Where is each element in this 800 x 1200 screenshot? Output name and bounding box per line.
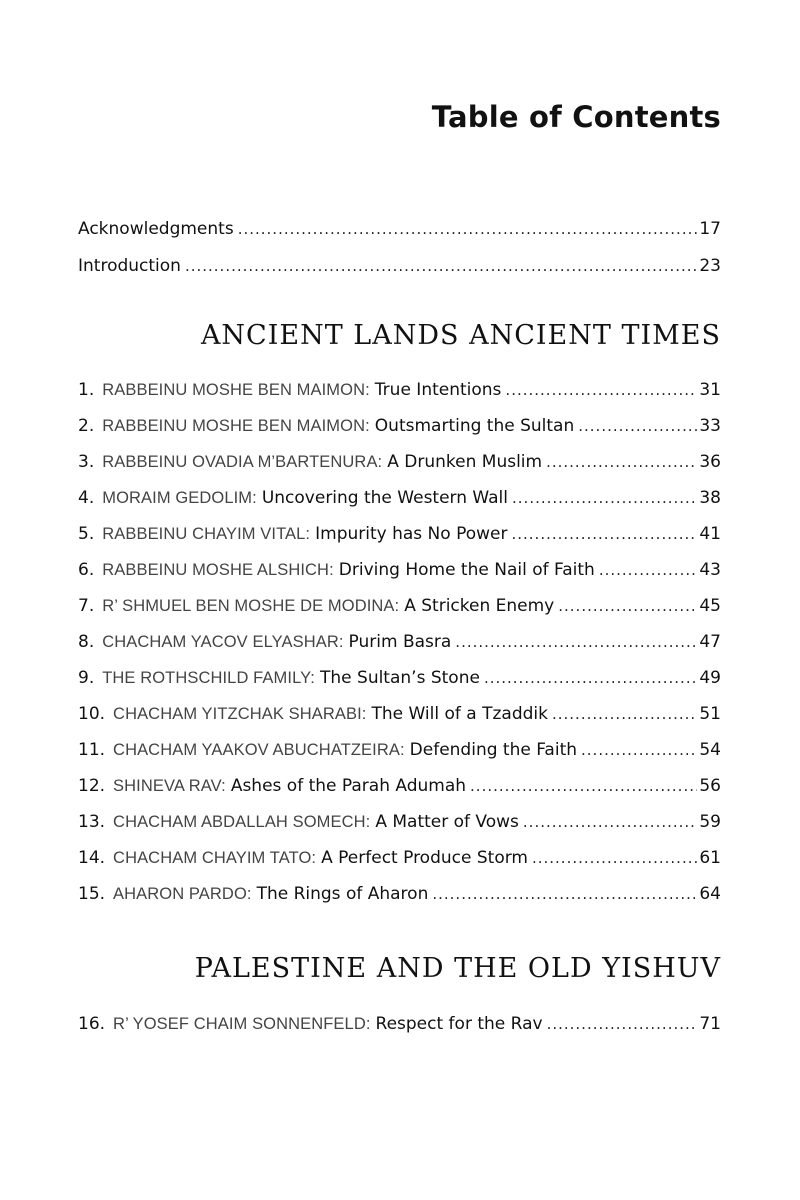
chapter-list <box>78 372 721 912</box>
toc-page <box>78 0 721 1200</box>
chapter-number: 14. <box>78 848 106 868</box>
chapter-rabbi: AHARON PARDO: <box>113 885 252 903</box>
chapter-rabbi: THE ROTHSCHILD FAMILY: <box>102 669 315 687</box>
chapter-rabbi: R’ SHMUEL BEN MOSHE DE MODINA: <box>102 597 400 615</box>
toc-chapter-entry[interactable] <box>78 804 721 840</box>
page-number: 41 <box>699 524 721 544</box>
chapter-rabbi: RABBEINU OVADIA M’BARTENURA: <box>102 453 383 471</box>
chapter-title: A Matter of Vows <box>375 812 519 832</box>
page-number: 59 <box>699 812 721 832</box>
chapter-title: True Intentions <box>374 380 502 400</box>
chapter-rabbi: MORAIM GEDOLIM: <box>102 489 257 507</box>
toc-chapter-entry[interactable] <box>78 372 721 408</box>
chapter-title: Purim Basra <box>348 632 452 652</box>
page-number: 17 <box>699 219 721 239</box>
dot-leader <box>552 696 697 732</box>
dot-leader <box>523 804 697 840</box>
chapter-number: 13. <box>78 812 106 832</box>
entry-title: Introduction <box>78 256 181 276</box>
chapter-title: Ashes of the Parah Adumah <box>230 776 467 796</box>
dot-leader <box>558 588 697 624</box>
chapter-number: 9. <box>78 668 95 688</box>
toc-chapter-entry[interactable] <box>78 1006 721 1042</box>
page-number: 61 <box>699 848 721 868</box>
dot-leader <box>238 211 698 248</box>
chapter-rabbi: CHACHAM YAAKOV ABUCHATZEIRA: <box>113 741 405 759</box>
page-number: 36 <box>699 452 721 472</box>
entry-title: Acknowledgments <box>78 219 234 239</box>
dot-leader <box>532 840 697 876</box>
chapter-title: The Will of a Tzaddik <box>371 704 548 724</box>
toc-chapter-entry[interactable] <box>78 876 721 912</box>
chapter-title: Impurity has No Power <box>315 524 508 544</box>
dot-leader <box>505 372 697 408</box>
dot-leader <box>546 444 697 480</box>
chapter-title: A Perfect Produce Storm <box>321 848 528 868</box>
chapter-number: 8. <box>78 632 95 652</box>
chapter-rabbi: R’ YOSEF CHAIM SONNENFELD: <box>113 1015 371 1033</box>
page-number: 23 <box>699 256 721 276</box>
dot-leader <box>578 408 697 444</box>
toc-chapter-entry[interactable] <box>78 732 721 768</box>
dot-leader <box>547 1006 698 1042</box>
chapter-title: Defending the Faith <box>409 740 578 760</box>
chapter-title: The Sultan’s Stone <box>320 668 480 688</box>
toc-chapter-entry[interactable] <box>78 660 721 696</box>
dot-leader <box>185 248 697 285</box>
dot-leader <box>581 732 697 768</box>
toc-chapter-entry[interactable] <box>78 552 721 588</box>
chapter-title: A Stricken Enemy <box>404 596 555 616</box>
dot-leader <box>484 660 697 696</box>
chapter-title: Driving Home the Nail of Faith <box>338 560 595 580</box>
chapter-number: 16. <box>78 1014 106 1034</box>
dot-leader <box>599 552 698 588</box>
front-matter-list <box>78 211 721 285</box>
page-number: 56 <box>699 776 721 796</box>
chapter-number: 6. <box>78 560 95 580</box>
page-number: 54 <box>699 740 721 760</box>
chapter-number: 11. <box>78 740 106 760</box>
dot-leader <box>512 480 697 516</box>
section-heading: ANCIENT LANDS ANCIENT TIMES <box>200 320 721 351</box>
toc-chapter-entry[interactable] <box>78 696 721 732</box>
chapter-number: 1. <box>78 380 95 400</box>
chapter-rabbi: CHACHAM ABDALLAH SOMECH: <box>113 813 371 831</box>
chapter-rabbi: CHACHAM CHAYIM TATO: <box>113 849 317 867</box>
toc-chapter-entry[interactable] <box>78 624 721 660</box>
page-number: 45 <box>699 596 721 616</box>
chapter-number: 3. <box>78 452 95 472</box>
toc-chapter-entry[interactable] <box>78 444 721 480</box>
dot-leader <box>511 516 697 552</box>
chapter-rabbi: RABBEINU MOSHE BEN MAIMON: <box>102 381 370 399</box>
chapter-rabbi: RABBEINU CHAYIM VITAL: <box>102 525 311 543</box>
toc-chapter-entry[interactable] <box>78 516 721 552</box>
page-number: 47 <box>699 632 721 652</box>
page-number: 38 <box>699 488 721 508</box>
toc-chapter-entry[interactable] <box>78 840 721 876</box>
toc-chapter-entry[interactable] <box>78 768 721 804</box>
chapter-title: The Rings of Aharon <box>256 884 429 904</box>
dot-leader <box>470 768 697 804</box>
chapter-title: Outsmarting the Sultan <box>374 416 575 436</box>
chapter-rabbi: SHINEVA RAV: <box>113 777 226 795</box>
chapter-title: A Drunken Muslim <box>387 452 543 472</box>
dot-leader <box>455 624 697 660</box>
page-number: 33 <box>699 416 721 436</box>
chapter-rabbi: RABBEINU MOSHE ALSHICH: <box>102 561 334 579</box>
chapter-rabbi: CHACHAM YACOV ELYASHAR: <box>102 633 344 651</box>
chapter-number: 12. <box>78 776 106 796</box>
page-number: 51 <box>699 704 721 724</box>
toc-chapter-entry[interactable] <box>78 408 721 444</box>
page-number: 31 <box>699 380 721 400</box>
page-number: 64 <box>699 884 721 904</box>
toc-chapter-entry[interactable] <box>78 588 721 624</box>
dot-leader <box>432 876 697 912</box>
chapter-number: 4. <box>78 488 95 508</box>
chapter-number: 15. <box>78 884 106 904</box>
chapter-number: 5. <box>78 524 95 544</box>
toc-entry-introduction[interactable] <box>78 248 721 285</box>
page-number: 43 <box>699 560 721 580</box>
toc-entry-acknowledgments[interactable] <box>78 211 721 248</box>
chapter-title: Uncovering the Western Wall <box>261 488 509 508</box>
page-number: 71 <box>699 1014 721 1034</box>
chapter-number: 2. <box>78 416 95 436</box>
chapter-title: Respect for the Rav <box>375 1014 543 1034</box>
page-number: 49 <box>699 668 721 688</box>
chapter-rabbi: CHACHAM YITZCHAK SHARABI: <box>113 705 367 723</box>
section-heading: PALESTINE AND THE OLD YISHUV <box>194 953 721 984</box>
chapter-rabbi: RABBEINU MOSHE BEN MAIMON: <box>102 417 370 435</box>
page-title: Table of Contents <box>431 100 721 134</box>
chapter-number: 10. <box>78 704 106 724</box>
chapter-list <box>78 1006 721 1042</box>
toc-chapter-entry[interactable] <box>78 480 721 516</box>
chapter-number: 7. <box>78 596 95 616</box>
